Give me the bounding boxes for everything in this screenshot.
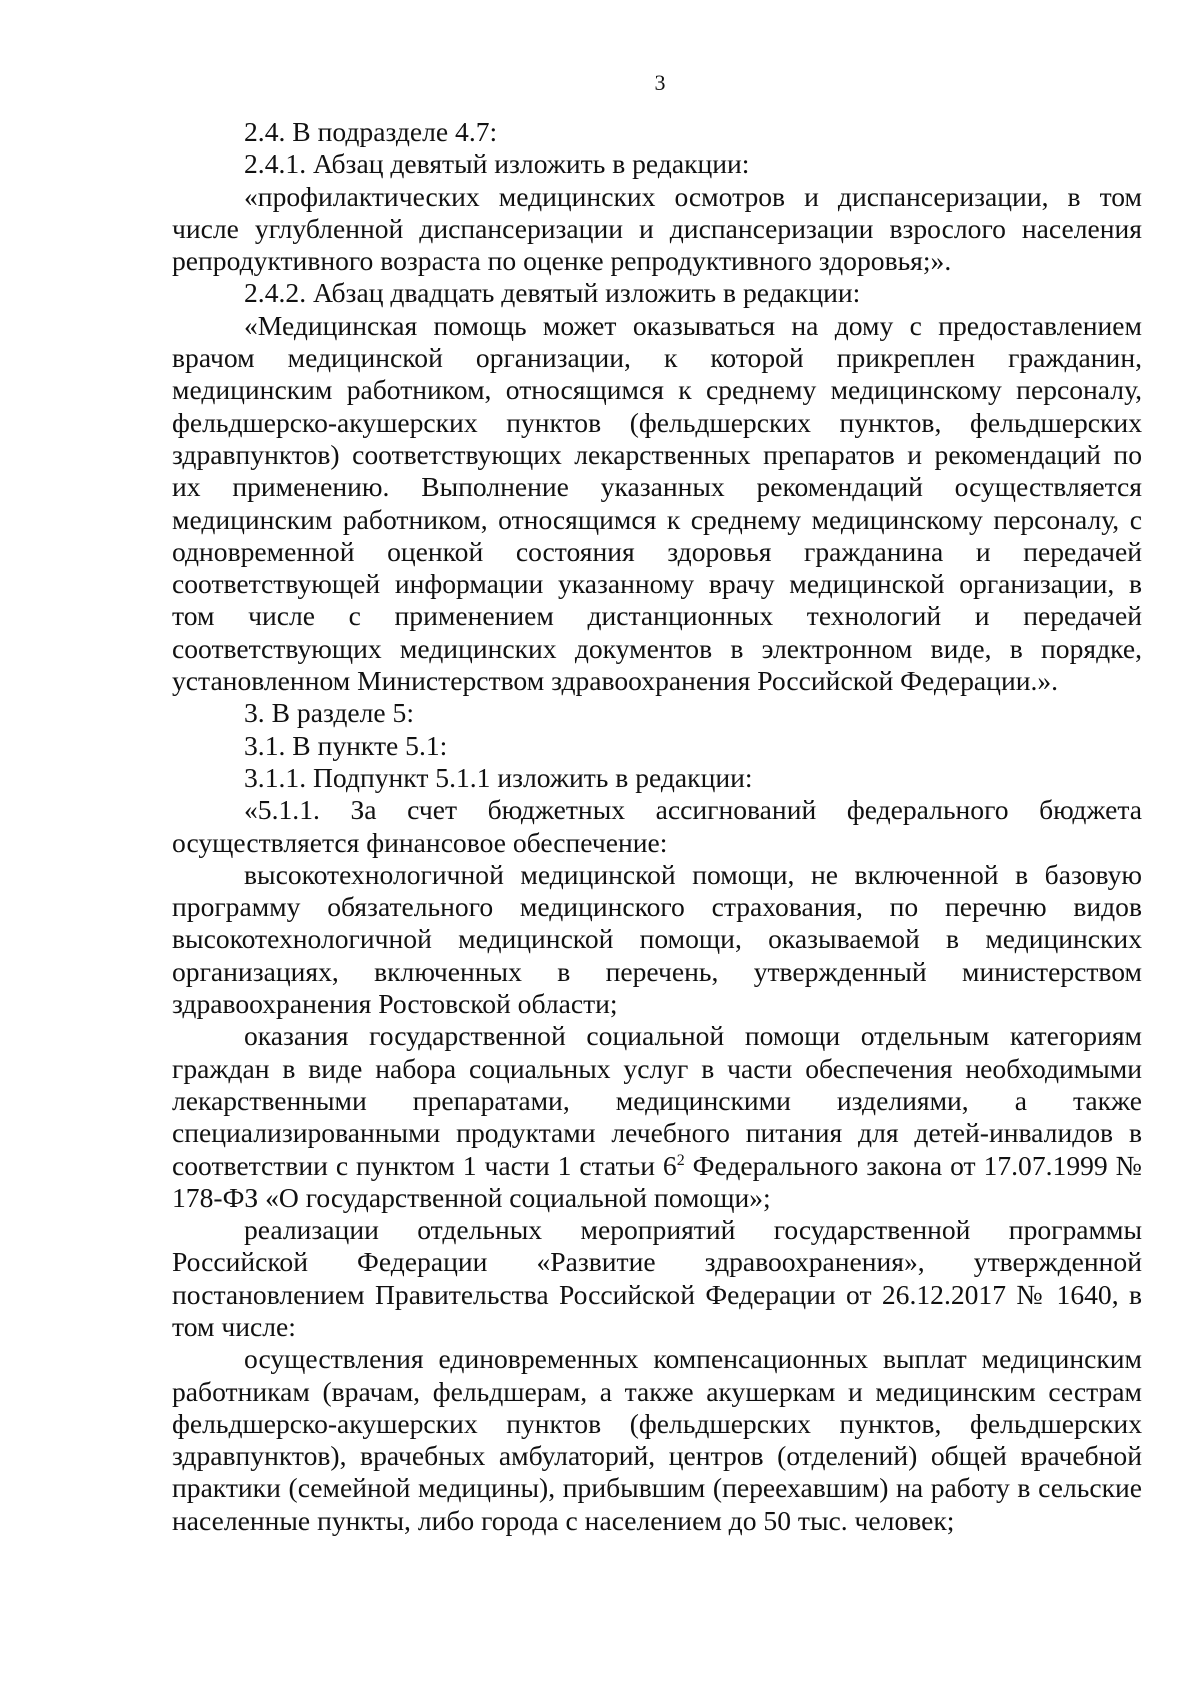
paragraph-compensation-payments: осуществления единовременных компенсационных выплат медицинским работникам (врачам, фельдшерам, а также акушеркам и медицинским сестрам фельдшерско-акушерских пунктов (фельдшерских пунктов, фельдшерских здравпунктов), врачебных амбулаторий, центров (отделений) общей врачебной практики (семейной медицины), прибывшим (переехавшим) на работу в сельские населенные пункты, либо города с населением до 50 тыс. человек; bbox=[172, 1343, 1142, 1536]
social-help-text: оказания государственной социальной помощи отдельным категориям граждан в виде набора социальных услуг в части обеспечения необходимыми лекарственными препаратами, медицинскими изделиями, а также специализированными продуктами лечебного питания для детей-инвалидов в соответствии с пунктом 1 части 1 статьи 6 bbox=[172, 1020, 1142, 1181]
paragraph-2-4-1: 2.4.1. Абзац девятый изложить в редакции: bbox=[244, 148, 750, 180]
paragraph-2-4: 2.4. В подразделе 4.7: bbox=[244, 116, 498, 147]
quoted-paragraph-home-care: «Медицинская помощь может оказываться на дому с предоставлением врачом медицинской организации, к которой прикреплен гражданин, медицинским работником, относящимся к среднему медицинскому персоналу, фельдшерско-акушерских пунктов (фельдшерских пунктов, фельдшерских здравпунктов) соответствующих лекарственных препаратов и рекомендаций по их применению. Выполнение указанных рекомендаций осуществляется медицинским работником, относящимся к среднему медицинскому персоналу, с одновременной оценкой состояния здоровья гражданина и передачей соответствующей информации указанному врачу медицинской организации, в том числе с применением дистанционных технологий и передачей соответствующих медицинских документов в электронном виде, в порядке, установленном Министерством здравоохранения Российской Федерации.». bbox=[172, 309, 1142, 697]
page-number: 3 bbox=[654, 70, 666, 95]
social-help-text-continued: Федерального закона от 17.07.1999 № 178-ФЗ «О государственной социальной помощи»; bbox=[172, 1149, 1142, 1213]
superscript-index: 2 bbox=[676, 1151, 685, 1169]
paragraph-state-program: реализации отдельных мероприятий государственной программы Российской Федерации «Развитие здравоохранения», утвержденной постановлением Правительства Российской Федерации от 26.12.2017 № 1640, в том числе: bbox=[172, 1214, 1142, 1342]
paragraph-3-1: 3.1. В пункте 5.1: bbox=[244, 729, 448, 761]
paragraph-high-tech-care: высокотехнологичной медицинской помощи, не включенной в базовую программу обязательного медицинского страхования, по перечню видов высокотехнологичной медицинской помощи, оказываемой в медицинских организациях, включенных в перечень, утвержденный министерством здравоохранения Ростовской области; bbox=[172, 858, 1142, 1020]
paragraph-3-1-1: 3.1.1. Подпункт 5.1.1 изложить в редакции: bbox=[244, 761, 753, 793]
paragraph-social-help bbox=[172, 1020, 1142, 1214]
document-body bbox=[172, 116, 1142, 1537]
paragraph-2-4-2: 2.4.2. Абзац двадцать девятый изложить в редакции: bbox=[244, 277, 861, 309]
quoted-paragraph-5-1-1: «5.1.1. За счет бюджетных ассигнований федерального бюджета осуществляется финансовое обеспечение: bbox=[172, 794, 1142, 858]
quoted-paragraph-prophylactic: «профилактических медицинских осмотров и диспансеризации, в том числе углубленной диспансеризации и диспансеризации взрослого населения репродуктивного возраста по оценке репродуктивного здоровья;». bbox=[172, 180, 1142, 277]
paragraph-3: 3. В разделе 5: bbox=[244, 697, 415, 729]
